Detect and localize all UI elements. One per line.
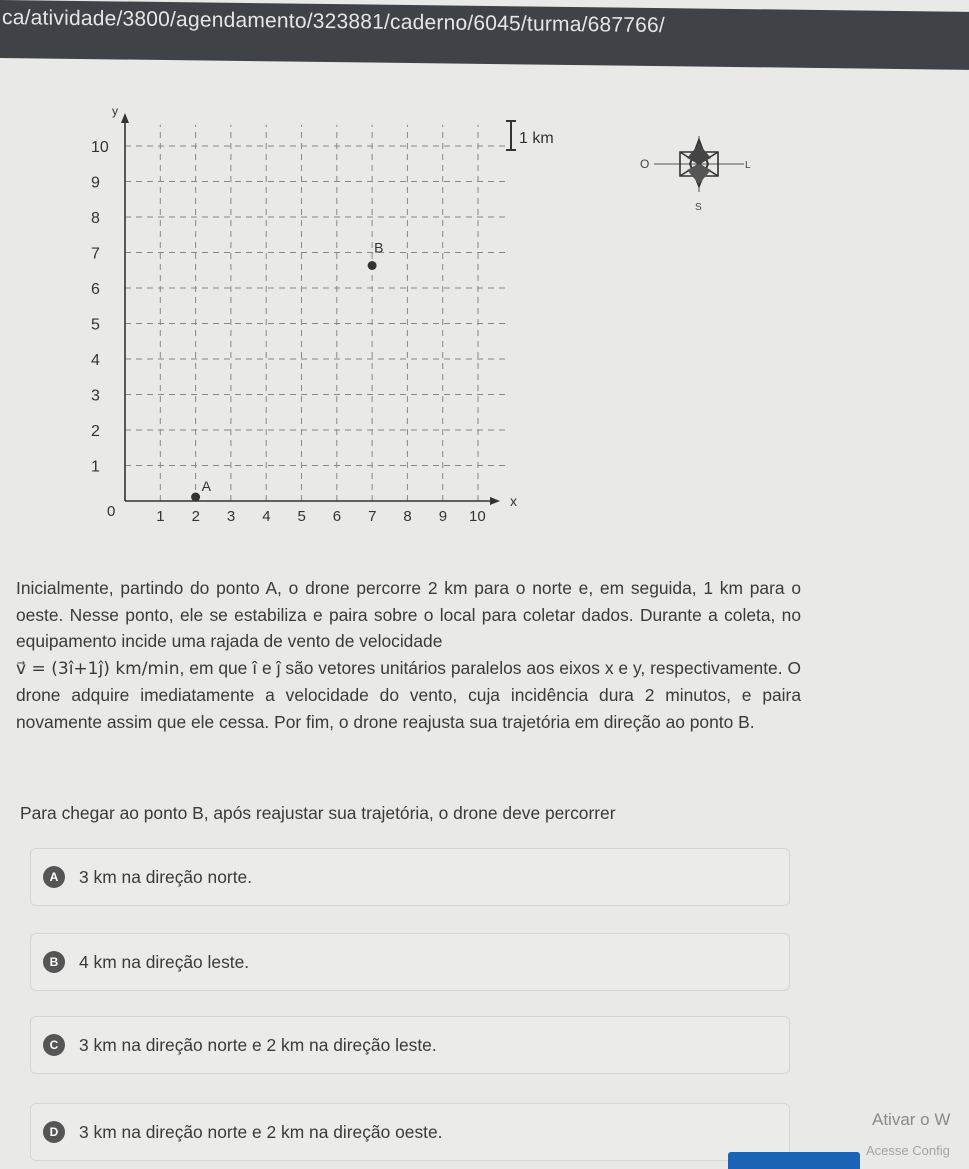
graph-svg — [70, 103, 590, 553]
option-b-text: 4 km na direção leste. — [79, 951, 250, 972]
option-d-letter: D — [43, 1121, 65, 1143]
y-tick-label: 2 — [91, 423, 100, 440]
x-tick-label: 8 — [403, 508, 412, 525]
x-tick-label: 1 — [156, 508, 165, 525]
axes — [125, 121, 490, 501]
x-tick-label: 10 — [469, 508, 486, 525]
x-tick-label: 5 — [297, 508, 306, 525]
y-tick-label: 1 — [91, 458, 100, 476]
question-paragraph-1: Inicialmente, partindo do ponto A, o drone percorre 2 km para o norte e, em seguida, 1 km para o oeste. Nesse ponto, ele se estabiliza e paira sobre o local para coletar dados. Durante a coleta, no equipamento incide uma rajada de vento de velocidade — [16, 578, 801, 651]
option-a-letter: A — [43, 866, 65, 888]
x-axis-label: x — [510, 493, 517, 509]
windows-activation-title: Ativar o W — [872, 1110, 951, 1129]
y-tick-label: 7 — [91, 245, 100, 263]
option-a[interactable] — [30, 848, 790, 906]
compass-south: S — [695, 202, 702, 213]
origin-label: 0 — [107, 503, 116, 520]
url-text[interactable]: ca/atividade/3800/agendamento/323881/caderno/6045/turma/687766/ — [2, 6, 665, 38]
x-tick-label: 6 — [332, 508, 342, 525]
x-tick-label: 4 — [262, 508, 271, 525]
option-a-text: 3 km na direção norte. — [79, 866, 253, 887]
y-axis-arrow — [121, 113, 129, 123]
question-text — [16, 575, 801, 735]
coordinate-graph — [70, 103, 590, 553]
option-d-text: 3 km na direção norte e 2 km na direção oeste. — [79, 1121, 443, 1142]
wind-vector: v⃗ = (3î+1ĵ) km/min — [16, 658, 180, 679]
y-tick-label: 3 — [91, 387, 100, 405]
question-paragraph-2: , em que î e ĵ são vetores unitários paralelos aos eixos x e y, respectivamente. O drone adquire imediatamente a velocidade do vento, cuja incidência dura 2 minutos, e paira novamente assim que ele cessa. Por fim, o drone reajusta sua trajetória em direção ao ponto B. — [16, 657, 802, 732]
y-tick-label: 8 — [91, 210, 100, 227]
x-tick-label: 2 — [191, 508, 200, 525]
point-b-label: B — [374, 239, 384, 256]
scale-bar — [506, 121, 554, 150]
option-c-text: 3 km na direção norte e 2 km na direção leste. — [79, 1034, 437, 1055]
y-tick-label: 9 — [91, 174, 100, 192]
x-tick-labels — [156, 508, 485, 525]
y-axis-label: y — [112, 104, 118, 118]
point-b-marker — [368, 261, 377, 270]
option-b[interactable] — [30, 933, 790, 991]
x-tick-label: 7 — [368, 508, 377, 525]
option-c-letter: C — [43, 1034, 65, 1056]
y-tick-label: 6 — [91, 281, 100, 298]
grid-lines — [125, 125, 506, 501]
y-tick-labels — [91, 139, 109, 476]
x-tick-label: 9 — [438, 508, 448, 525]
compass-rose — [640, 128, 760, 218]
taskbar-item[interactable] — [728, 1152, 860, 1169]
x-axis-arrow — [490, 497, 500, 505]
y-tick-label: 10 — [91, 139, 109, 156]
point-a-marker — [191, 493, 200, 502]
scale-label: 1 km — [519, 130, 554, 147]
compass-east: L — [745, 160, 751, 171]
option-c[interactable] — [30, 1016, 790, 1074]
point-a-label: A — [201, 478, 211, 494]
question-prompt: Para chegar ao ponto B, após reajustar sua trajetória, o drone deve percorrer — [20, 803, 616, 823]
option-b-letter: B — [43, 951, 65, 973]
x-tick-label: 3 — [226, 508, 236, 525]
option-d[interactable] — [30, 1103, 790, 1161]
page-content — [0, 58, 969, 1169]
y-tick-label: 5 — [91, 316, 100, 334]
compass-west: O — [640, 157, 650, 171]
y-tick-label: 4 — [91, 352, 100, 369]
windows-activation-subtitle: Acesse Config — [866, 1143, 950, 1158]
